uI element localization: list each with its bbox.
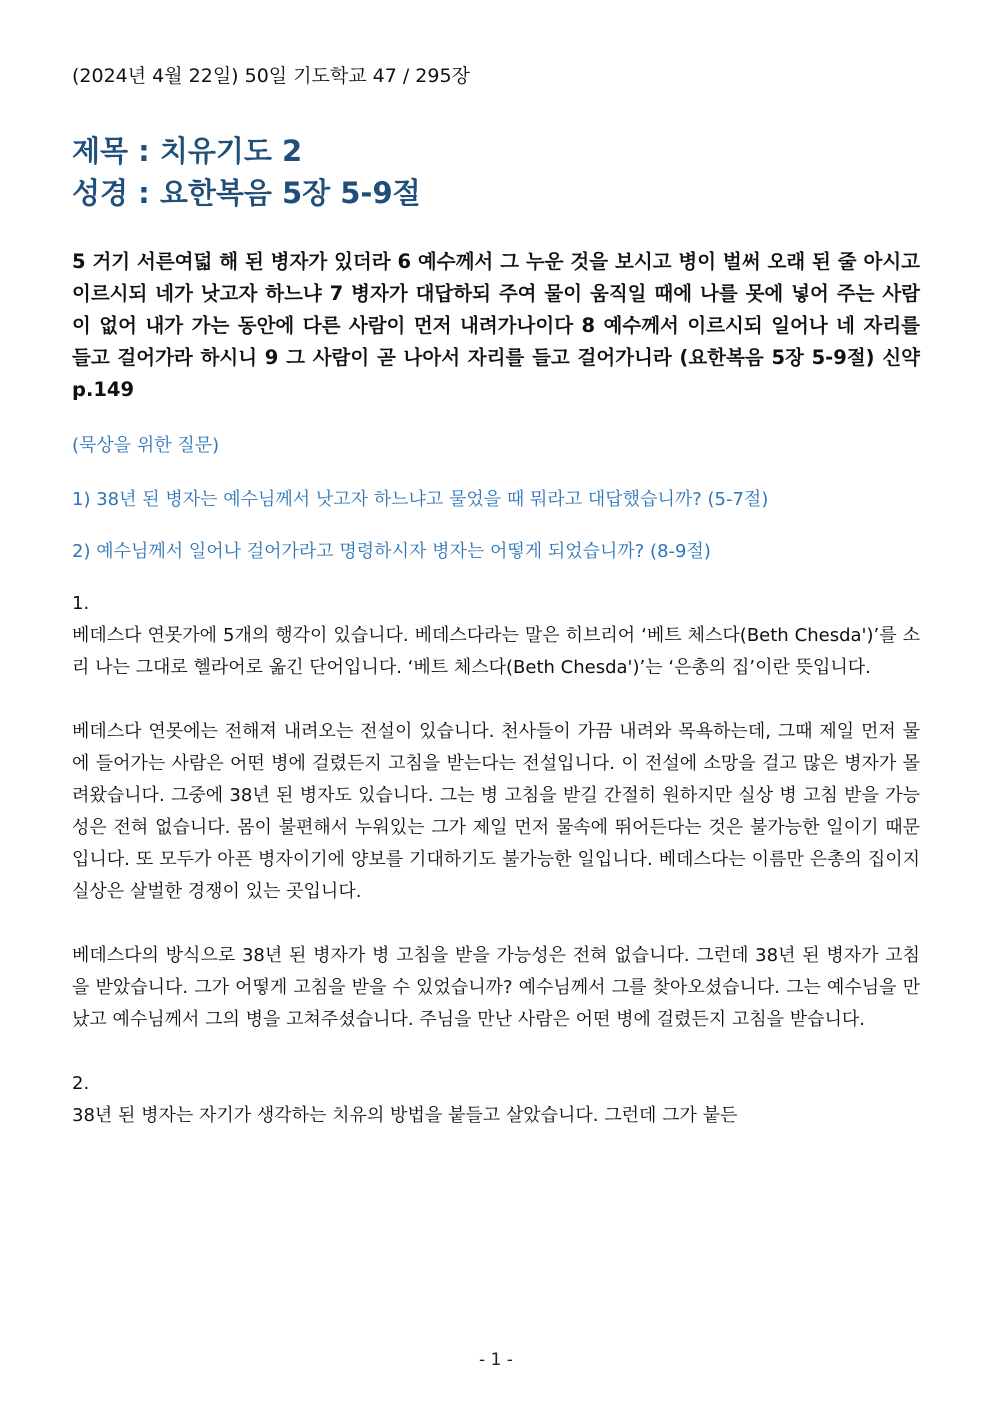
section-1 <box>72 588 920 1036</box>
sermon-title: 제목 : 치유기도 2 <box>72 134 303 168</box>
section-number: 1. <box>72 593 90 614</box>
section-paragraph: 베데스다 연못에는 전해져 내려오는 전설이 있습니다. 천사들이 가끔 내려와 목욕하는데, 그때 제일 먼저 물에 들어가는 사람은 어떤 병에 걸렸든지 고침을 받는다는 전설입니다. 이 전설에 소망을 걸고 많은 병자가 몰려왔습니다. 그중에 38년 된 병자도 있습니다. 그는 병 고침을 받길 간절히 원하지만 실상 병 고침 받을 가능성은 전혀 없습니다. 몸이 불편해서 누워있는 그가 제일 먼저 물속에 뛰어든다는 것은 불가능한 일이기 때문입니다. 또 모두가 아픈 병자이기에 양보를 기대하기도 불가능한 일입니다. 베데스다는 이름만 은총의 집이지 실상은 살벌한 경쟁이 있는 곳입니다. <box>72 721 920 902</box>
meditation-question-1: 1) 38년 된 병자는 예수님께서 낫고자 하느냐고 물었을 때 뭐라고 대답했습니까? (5-7절) <box>72 489 769 510</box>
section-2 <box>72 1068 920 1132</box>
section-paragraph: 베데스다 연못가에 5개의 행각이 있습니다. 베데스다라는 말은 히브리어 ‘베트 체스다(Beth Chesda')’를 소리 나는 그대로 헬라어로 옮긴 단어입니다. ‘베트 체스다(Beth Chesda')’는 ‘은총의 집’이란 뜻입니다. <box>72 625 920 678</box>
document-page <box>72 62 920 1132</box>
section-paragraph: 38년 된 병자는 자기가 생각하는 치유의 방법을 붙들고 살았습니다. 그런데 그가 붙든 <box>72 1105 738 1126</box>
scripture-reference: 성경 : 요한복음 5장 5-9절 <box>72 176 421 210</box>
document-header: (2024년 4월 22일) 50일 기도학교 47 / 295장 <box>72 65 470 87</box>
section-number: 2. <box>72 1073 90 1094</box>
meditation-question-2: 2) 예수님께서 일어나 걸어가라고 명령하시자 병자는 어떻게 되었습니까? (8-9절) <box>72 541 711 562</box>
meditation-heading: (묵상을 위한 질문) <box>72 435 220 456</box>
page-number: - 1 - <box>479 1350 513 1370</box>
section-paragraph: 베데스다의 방식으로 38년 된 병자가 병 고침을 받을 가능성은 전혀 없습니다. 그런데 38년 된 병자가 고침을 받았습니다. 그가 어떻게 고침을 받을 수 있었습니까? 예수님께서 그를 찾아오셨습니다. 그는 예수님을 만났고 예수님께서 그의 병을 고쳐주셨습니다. 주님을 만난 사람은 어떤 병에 걸렸든지 고침을 받습니다. <box>72 945 920 1030</box>
scripture-passage: 5 거기 서른여덟 해 된 병자가 있더라 6 예수께서 그 누운 것을 보시고 병이 벌써 오래 된 줄 아시고 이르시되 네가 낫고자 하느냐 7 병자가 대답하되 주여 물이 움직일 때에 나를 못에 넣어 주는 사람이 없어 내가 가는 동안에 다른 사람이 먼저 내려가나이다 8 예수께서 이르시되 일어나 네 자리를 들고 걸어가라 하시니 9 그 사람이 곧 나아서 자리를 들고 걸어가니라 (요한복음 5장 5-9절) 신약 p.149 <box>72 250 920 401</box>
